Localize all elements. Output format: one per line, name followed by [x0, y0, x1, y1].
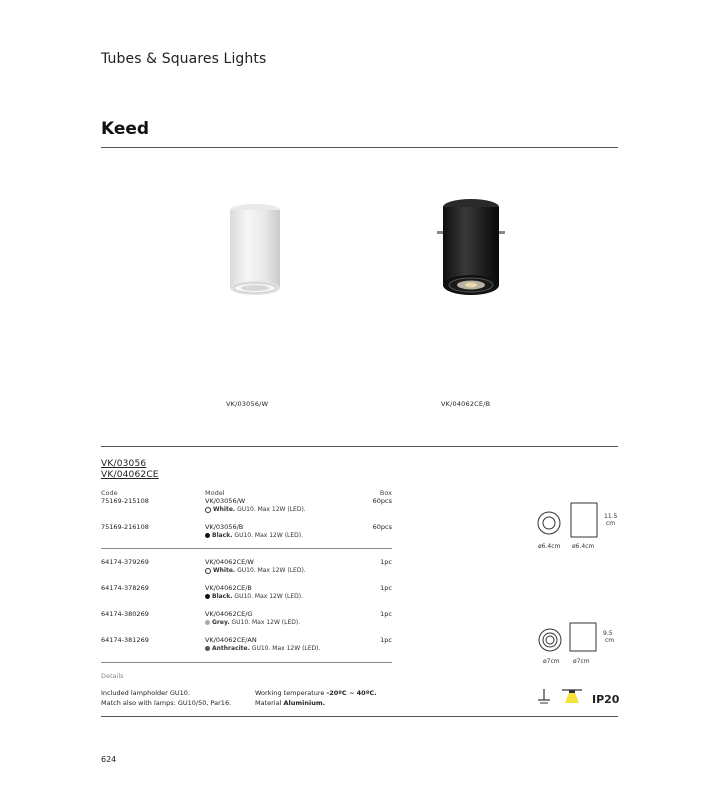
table-group-second	[101, 558, 393, 658]
family-link-second[interactable]: VK/04062CE	[101, 470, 159, 480]
side-view-rect-icon	[569, 622, 597, 652]
details-line-material: Material Aluminium.	[255, 699, 326, 707]
dimension-height-value: 11.5	[604, 513, 618, 520]
anthracite-swatch-icon	[205, 646, 210, 651]
row-model: VK/04062CE/W	[205, 558, 254, 566]
details-label: Details	[101, 672, 124, 680]
section-divider	[101, 446, 618, 447]
dimension-height-unit: cm	[606, 520, 616, 527]
grey-swatch-icon	[205, 620, 210, 625]
front-view-circle-icon	[536, 510, 562, 536]
product-title: Keed	[101, 119, 150, 139]
row-code: 64174-380269	[101, 610, 149, 618]
product-image-white	[220, 200, 290, 300]
row-desc: Anthracite. GU10. Max 12W (LED).	[205, 645, 320, 652]
product-caption-black: VK/04062CE/B	[441, 400, 491, 408]
details-line-lampholder: Included lampholder GU10.	[101, 689, 190, 697]
ceiling-mount-icon	[536, 688, 552, 706]
row-box: 1pc	[380, 584, 392, 592]
row-code: 64174-378269	[101, 584, 149, 592]
dimension-diameter-front: ø6.4cm	[538, 543, 561, 550]
table-group-first	[101, 497, 393, 542]
lamp-beam-icon	[560, 688, 584, 704]
title-divider	[101, 147, 618, 148]
dimension-height-value: 9.5	[603, 630, 613, 637]
row-model: VK/04062CE/B	[205, 584, 252, 592]
row-desc: Black. GU10. Max 12W (LED).	[205, 593, 303, 600]
footer-divider	[101, 716, 618, 717]
dimension-diameter-front: ø7cm	[543, 658, 560, 665]
row-box: 1pc	[380, 558, 392, 566]
dimension-diameter-side: ø6.4cm	[572, 543, 595, 550]
row-code: 64174-381269	[101, 636, 149, 644]
col-header-box: Box	[379, 489, 392, 497]
table-bottom-divider	[101, 662, 392, 663]
ip-rating: IP20	[592, 693, 620, 706]
front-view-circle-icon	[537, 627, 563, 653]
row-box: 60pcs	[372, 497, 392, 505]
black-swatch-icon	[205, 594, 210, 599]
row-box: 1pc	[380, 610, 392, 618]
row-code: 75169-215108	[101, 497, 149, 505]
details-column-left	[101, 688, 231, 708]
details-line-lamps: Match also with lamps: GU10/50, Par16.	[101, 699, 232, 707]
row-desc: Grey. GU10. Max 12W (LED).	[205, 619, 300, 626]
row-box: 60pcs	[372, 523, 392, 531]
row-desc: White. GU10. Max 12W (LED).	[205, 506, 306, 513]
page-number: 624	[101, 755, 117, 764]
table-divider	[101, 548, 392, 549]
row-model: VK/03056/W	[205, 497, 246, 505]
details-column-right	[255, 688, 377, 708]
side-view-rect-icon	[570, 502, 598, 538]
row-box: 1pc	[380, 636, 392, 644]
dimension-diameter-side: ø7cm	[573, 658, 590, 665]
family-link-first[interactable]: VK/03056	[101, 459, 147, 469]
row-model: VK/04062CE/AN	[205, 636, 257, 644]
white-swatch-icon	[205, 568, 211, 574]
black-swatch-icon	[205, 533, 210, 538]
row-code: 75169-216108	[101, 523, 149, 531]
white-swatch-icon	[205, 507, 211, 513]
col-header-code: Code	[101, 489, 118, 497]
series-title: Tubes & Squares Lights	[101, 51, 267, 67]
row-desc: White. GU10. Max 12W (LED).	[205, 567, 306, 574]
col-header-model: Model	[205, 489, 225, 497]
row-model: VK/03056/B	[205, 523, 244, 531]
product-caption-white: VK/03056/W	[226, 400, 269, 408]
row-desc: Black. GU10. Max 12W (LED).	[205, 532, 303, 539]
row-code: 64174-379269	[101, 558, 149, 566]
dimension-height-unit: cm	[605, 637, 615, 644]
row-model: VK/04062CE/G	[205, 610, 253, 618]
product-image-black	[435, 195, 507, 300]
details-line-temperature: Working temperature -20ºC ~ 40ºC.	[255, 689, 377, 697]
